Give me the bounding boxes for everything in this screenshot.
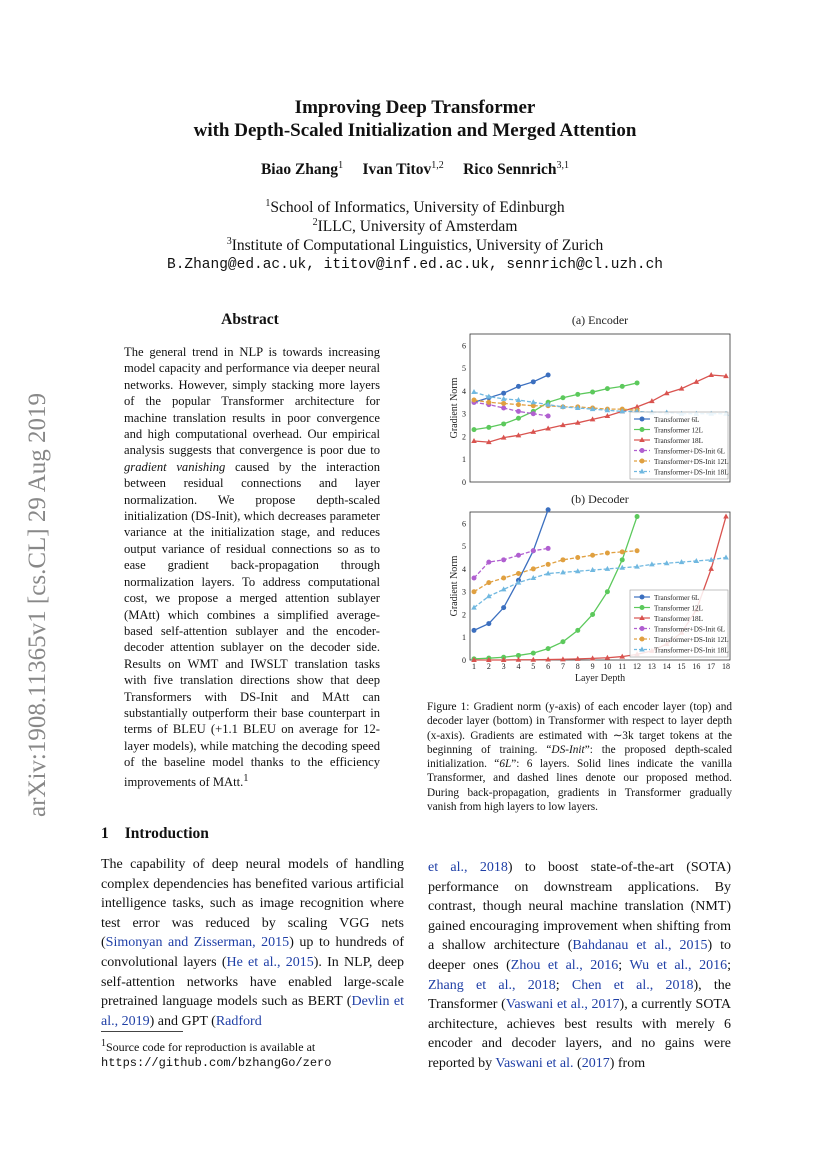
- footnote: [101, 1036, 404, 1071]
- data-point: [501, 391, 506, 396]
- caption-text: ”: the proposed depth-scaled initialization. “: [427, 743, 732, 771]
- y-tick-label: 5: [462, 364, 466, 374]
- data-point: [560, 557, 565, 562]
- data-point: [635, 548, 640, 553]
- body-text: ) from: [609, 1055, 646, 1071]
- data-point: [516, 402, 521, 407]
- abstract-heading: Abstract: [221, 311, 279, 328]
- y-tick-label: 0: [462, 478, 466, 487]
- data-point: [501, 605, 506, 610]
- body-text: ;: [727, 957, 731, 973]
- data-point: [546, 646, 551, 651]
- legend-label: Transformer+DS-Init 18L: [654, 646, 729, 655]
- citation-link[interactable]: et al., 2018: [428, 860, 508, 875]
- data-point: [516, 384, 521, 389]
- data-point: [472, 398, 477, 403]
- y-tick-label: 2: [462, 610, 466, 620]
- data-point: [640, 605, 645, 610]
- affiliation: [100, 217, 730, 236]
- series-path: [474, 375, 548, 402]
- series-path: [474, 551, 637, 592]
- data-point: [546, 507, 551, 512]
- arxiv-stamp-text: arXiv:1908.11365v1 [cs.CL] 29 Aug 2019: [24, 392, 51, 818]
- y-tick-label: 2: [462, 432, 466, 442]
- legend-label: Transformer+DS-Init 6L: [654, 447, 726, 456]
- encoder-chart: [445, 312, 733, 497]
- section-title: Introduction: [124, 825, 209, 842]
- affiliation: [100, 198, 730, 217]
- data-point: [472, 576, 477, 581]
- citation-link[interactable]: Chen et al., 2018: [571, 977, 694, 993]
- decoder-chart: [445, 490, 733, 695]
- affiliation: [100, 236, 730, 255]
- data-point: [640, 448, 645, 453]
- data-point: [723, 514, 729, 519]
- footnote-text: Source code for reproduction is available at: [106, 1040, 316, 1054]
- data-point: [486, 400, 491, 405]
- data-point: [501, 406, 506, 411]
- legend-label: Transformer 12L: [654, 426, 704, 435]
- x-tick-label: 7: [560, 662, 565, 671]
- abstract-text: The general trend in NLP is towards increasing model capacity and performance via deeper neural networks. However, simply stacking more layers of the popular Transformer architecture for machine translation results in poor convergence and high computational overhead. Our empirical analysis suggests that convergence is poor due to: [124, 345, 380, 458]
- citation-link[interactable]: Bahdanau et al., 2015: [572, 938, 708, 954]
- data-point: [640, 637, 645, 642]
- citation-link[interactable]: Zhang et al., 2018: [428, 977, 556, 993]
- data-point: [605, 550, 610, 555]
- x-tick-label: 16: [692, 662, 701, 671]
- data-point: [640, 459, 645, 464]
- legend-label: Transformer 18L: [654, 436, 704, 445]
- series-path: [474, 548, 548, 578]
- data-point: [723, 555, 729, 560]
- abstract-emphasis: gradient vanishing: [124, 459, 226, 474]
- citation-link[interactable]: Wu et al., 2016: [629, 957, 728, 973]
- data-point: [486, 425, 491, 430]
- data-point: [531, 566, 536, 571]
- data-point: [635, 514, 640, 519]
- legend-label: Transformer 6L: [654, 593, 700, 602]
- affil-mark: 1: [265, 198, 271, 209]
- citation-link[interactable]: Vaswani et al.: [495, 1055, 574, 1071]
- caption-text: Gradient norm (y-axis) of each encoder layer (top) and decoder layer (bottom) in Transformer with respect to layer depth (x-axis). Gradients are estimated with ∼3k target tokens at the beginning of training. “: [427, 701, 732, 756]
- y-tick-label: 5: [462, 542, 466, 552]
- data-point: [640, 626, 645, 631]
- author-affil-mark: 3,1: [556, 160, 570, 171]
- body-text: The capability of deep neural models of handling complex dependencies has benefited various artificial intelligence tasks, such as image recognition where test error was reduced by scaling VGG nets (: [101, 857, 404, 951]
- data-point: [605, 589, 610, 594]
- citation-link[interactable]: 2017: [581, 1055, 610, 1071]
- data-point: [640, 427, 645, 432]
- y-tick-label: 0: [462, 656, 466, 665]
- x-tick-label: 15: [677, 662, 686, 671]
- paper-title: [100, 96, 730, 142]
- chart-title: (a) Encoder: [571, 313, 629, 327]
- section-number: 1: [101, 825, 109, 842]
- x-tick-label: 18: [722, 662, 730, 671]
- data-point: [620, 549, 625, 554]
- body-text: ;: [618, 957, 630, 973]
- body-text: (: [573, 1055, 582, 1071]
- author-affil-mark: 1: [338, 160, 344, 171]
- y-tick-label: 6: [462, 519, 466, 529]
- x-axis-label: Layer Depth: [574, 673, 626, 684]
- author-name: Biao Zhang: [260, 161, 339, 179]
- series-line: [472, 507, 551, 633]
- data-point: [605, 386, 610, 391]
- figure-caption: [427, 700, 732, 814]
- series-path: [474, 517, 637, 659]
- x-tick-label: 12: [633, 662, 642, 671]
- data-point: [590, 553, 595, 558]
- citation-link[interactable]: Zhou et al., 2016: [510, 957, 619, 973]
- footnote-mark: 1: [243, 772, 249, 784]
- caption-emphasis: DS-Init: [551, 743, 585, 756]
- intro-right-column: [428, 858, 731, 1074]
- data-point: [501, 401, 506, 406]
- data-point: [531, 411, 536, 416]
- data-point: [530, 399, 536, 404]
- author-name: Rico Sennrich: [463, 161, 557, 179]
- affil-text: School of Informatics, University of Edinburgh: [270, 199, 565, 217]
- x-tick-label: 13: [647, 662, 656, 671]
- affil-text: Institute of Computational Linguistics, University of Zurich: [231, 237, 604, 255]
- legend-label: Transformer 18L: [654, 614, 704, 623]
- affil-text: ILLC, University of Amsterdam: [317, 218, 518, 236]
- y-tick-label: 3: [462, 409, 466, 419]
- series-line: [471, 389, 729, 416]
- author-name: Ivan Titov: [362, 161, 432, 179]
- citation-link[interactable]: Vaswani et al., 2017: [505, 997, 620, 1013]
- data-point: [516, 553, 521, 558]
- legend-label: Transformer+DS-Init 18L: [654, 468, 729, 477]
- series-path: [474, 510, 548, 631]
- citation-link[interactable]: He et al., 2015: [226, 954, 314, 970]
- data-point: [575, 628, 580, 633]
- y-tick-label: 1: [462, 633, 466, 643]
- author-emails: B.Zhang@ed.ac.uk, ititov@inf.ed.ac.uk, sennrich@cl.uzh.ch: [167, 257, 663, 273]
- data-point: [501, 557, 506, 562]
- data-point: [486, 580, 491, 585]
- body-text: ). In NLP, deep self-attention networks have enabled large-scale pretrained language models such as BERT (: [101, 954, 405, 1010]
- chart-title: (b) Decoder: [571, 492, 629, 506]
- citation-link[interactable]: Devlin et al., 2019: [101, 994, 405, 1029]
- body-text: ;: [555, 977, 572, 993]
- y-tick-label: 1: [462, 455, 466, 465]
- y-axis-label: Gradient Norm: [449, 555, 460, 617]
- x-tick-label: 10: [603, 662, 612, 671]
- data-point: [501, 421, 506, 426]
- title-line-1: Improving Deep Transformer: [294, 97, 536, 118]
- x-tick-label: 6: [546, 662, 551, 671]
- y-tick-label: 6: [462, 341, 466, 351]
- x-tick-label: 9: [590, 662, 595, 671]
- data-point: [575, 392, 580, 397]
- data-point: [516, 571, 521, 576]
- data-point: [640, 417, 645, 422]
- data-point: [472, 427, 477, 432]
- title-line-2: with Depth-Scaled Initialization and Merged Attention: [193, 120, 637, 141]
- body-text: ) to boost state-of-the-art (SOTA) performance on downstream applications. By contrast, though neural machine translation (NMT) gained encouraging improvement when shifting from a shallow architecture (: [428, 860, 731, 954]
- author-affil-mark: 1,2: [431, 160, 444, 171]
- encoder-chart-svg: [445, 312, 733, 492]
- data-point: [531, 548, 536, 553]
- caption-text: ”: 6 layers. Solid lines indicate the vanilla Transformer, and dashed lines denote our proposed method. During back-propagation, gradients in Transformer gradually vanish from high layers to low layers.: [427, 758, 733, 814]
- x-tick-label: 2: [486, 662, 491, 671]
- data-point: [531, 651, 536, 656]
- data-point: [531, 379, 536, 384]
- data-point: [640, 595, 645, 600]
- data-point: [590, 390, 595, 395]
- x-tick-label: 5: [531, 662, 536, 671]
- x-tick-label: 3: [501, 662, 506, 671]
- data-point: [472, 589, 477, 594]
- x-tick-label: 8: [575, 662, 580, 671]
- data-point: [546, 562, 551, 567]
- data-point: [471, 389, 477, 394]
- affil-mark: 3: [226, 236, 232, 247]
- citation-link[interactable]: Simonyan and Zisserman, 2015: [105, 935, 290, 951]
- series-line: [472, 400, 551, 419]
- series-line: [472, 548, 640, 594]
- y-tick-label: 4: [462, 386, 466, 396]
- y-axis-label: Gradient Norm: [449, 377, 460, 439]
- x-tick-label: 17: [707, 662, 716, 671]
- body-text: ) up to hundreds of convolutional layers (: [101, 935, 404, 970]
- footnote-url-link[interactable]: https://github.com/bzhangGo/zero: [101, 1056, 332, 1070]
- footnote-mark: 1: [101, 1038, 106, 1049]
- body-text: ) and GPT (: [149, 1013, 216, 1029]
- legend-label: Transformer 12L: [654, 604, 704, 613]
- arxiv-stamp: [18, 360, 58, 850]
- legend-label: Transformer+DS-Init 12L: [654, 457, 729, 466]
- data-point: [546, 372, 551, 377]
- data-point: [620, 557, 625, 562]
- data-point: [486, 621, 491, 626]
- data-point: [635, 380, 640, 385]
- data-point: [486, 560, 491, 565]
- legend-label: Transformer+DS-Init 12L: [654, 635, 729, 644]
- body-text: ) to deeper ones (: [428, 938, 732, 973]
- series-line: [472, 546, 551, 581]
- data-point: [501, 576, 506, 581]
- data-point: [708, 566, 714, 571]
- data-point: [472, 628, 477, 633]
- data-point: [546, 413, 551, 418]
- legend-label: Transformer 6L: [654, 415, 700, 424]
- x-tick-label: 1: [472, 662, 476, 671]
- data-point: [590, 612, 595, 617]
- y-tick-label: 3: [462, 587, 466, 597]
- decoder-chart-svg: [445, 490, 733, 690]
- legend-label: Transformer+DS-Init 6L: [654, 625, 726, 634]
- x-tick-label: 11: [618, 662, 627, 671]
- series-path: [474, 400, 637, 410]
- caption-label: Figure 1:: [427, 701, 470, 713]
- data-point: [546, 546, 551, 551]
- abstract-text: caused by the interaction between residual connections and layer normalization. We propose depth-scaled initialization (DS-Init), which decreases parameter variance at the initialization stage, and reduces output variance of residual connections so as to ease gradient back-propagation through normalization layers. To address computational cost, we propose a merged attention sublayer (MAtt) which combines a simplified average-based self-attention sublayer and the encoder-decoder attention sublayer on the decoder side. Results on WMT and IWSLT translation tasks with five translation directions show that deep Transformers with DS-Init and MAtt can substantially outperform their base counterpart in terms of BLEU (+1.1 BLEU on average for 12-layer models), while matching the decoding speed of the baseline model thanks to the efficiency improvements of MAtt.: [124, 459, 380, 789]
- body-text: ), a currently SOTA architecture, achieves best results with merely 6 encoder and decoder layers, and no gains were reported by: [428, 997, 731, 1071]
- data-point: [516, 409, 521, 414]
- author-list: [100, 160, 730, 179]
- abstract-body: [124, 344, 380, 790]
- data-point: [620, 384, 625, 389]
- data-point: [575, 555, 580, 560]
- citation-link[interactable]: Radford: [215, 1013, 262, 1029]
- data-point: [560, 639, 565, 644]
- y-tick-label: 4: [462, 564, 466, 574]
- series-line: [472, 514, 640, 661]
- body-text: ), the Transformer (: [428, 977, 731, 1013]
- intro-left-column: [101, 855, 404, 1031]
- x-tick-label: 14: [662, 662, 671, 671]
- footnote-rule: [101, 1031, 183, 1032]
- data-point: [560, 395, 565, 400]
- caption-emphasis: 6L: [499, 758, 512, 771]
- affil-mark: 2: [312, 217, 318, 228]
- section-heading: [101, 825, 209, 843]
- data-point: [516, 416, 521, 421]
- x-tick-label: 4: [516, 662, 521, 671]
